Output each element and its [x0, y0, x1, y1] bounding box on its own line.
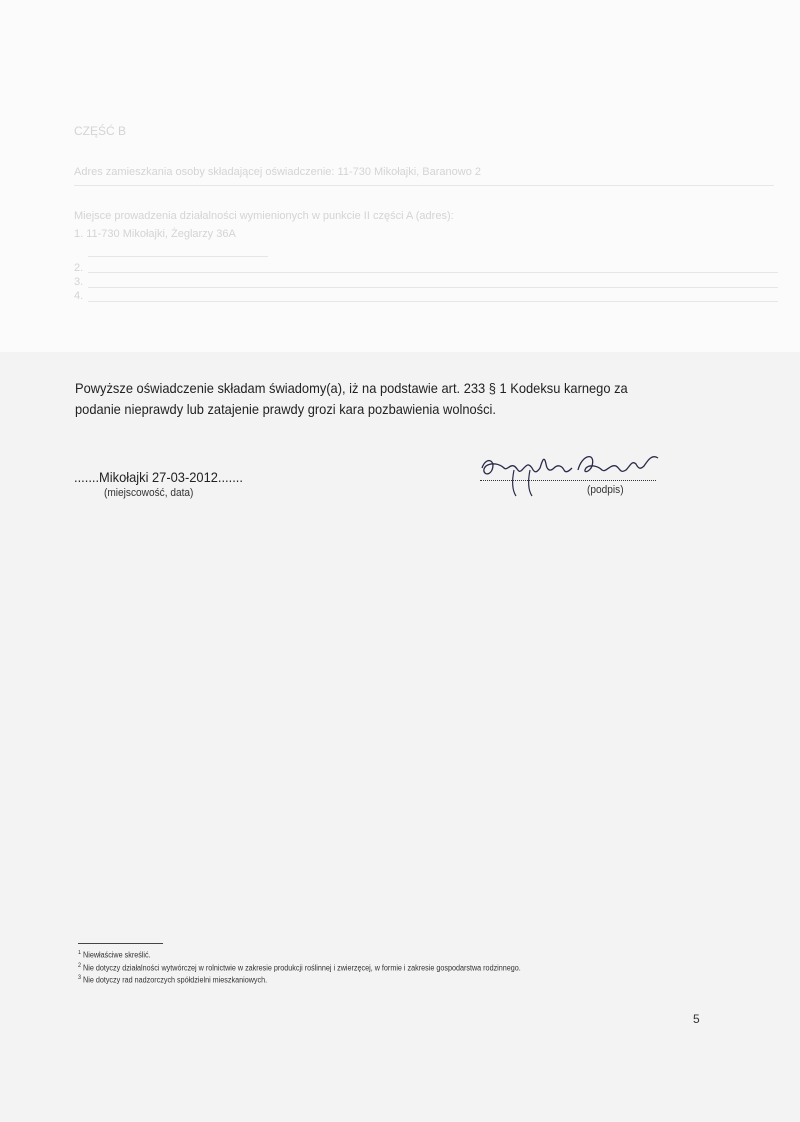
place-date-caption: (miejscowość, data) — [104, 487, 194, 499]
faded-rule — [74, 185, 774, 186]
page-number: 5 — [693, 1012, 700, 1026]
footnotes — [78, 948, 521, 986]
faded-section-title: CZĘŚĆ B — [74, 124, 127, 138]
faded-rule — [88, 272, 778, 273]
faded-activity-item-3: 3. — [74, 276, 84, 288]
faded-rule — [88, 256, 268, 257]
faded-rule — [88, 287, 778, 288]
footnote-1: $^1$ Niewłaściwe skreślić. — [78, 950, 151, 960]
faded-activity-item-4: 4. — [74, 290, 84, 302]
footnote-2: $^2$ Nie dotyczy działalności wytwórczej w rolnictwie w zakresie produkcji roślinnej i zwierzęcej, w formie i zakresie gospodarstwa rodzinnego. — [78, 962, 521, 973]
document-page — [0, 352, 800, 1122]
faded-rule — [88, 301, 778, 302]
footnote-3: $^3$ Nie dotyczy rad nadzorczych spółdzielni mieszkaniowych. — [78, 975, 268, 985]
faded-activity-item-2: 2. — [74, 262, 84, 274]
place-date-value: .......Mikołajki 27-03-2012....... — [74, 469, 243, 485]
handwritten-signature — [474, 440, 664, 500]
statement-text: Powyższe oświadczenie składam świadomy(a), iż na podstawie art. 233 § 1 Kodeksu karnego za podanie nieprawdy lub zatajenie prawdy grozi kara pozbawienia wolności. — [75, 380, 628, 417]
faded-back-page — [0, 0, 800, 353]
faded-address-line: Adres zamieszkania osoby składającej oświadczenie: 11-730 Mikołajki, Baranowo 2 — [74, 166, 482, 178]
faded-activity-label: Miejsce prowadzenia działalności wymienionych w punkcie II części A (adres): — [74, 210, 454, 222]
footnote-separator — [78, 943, 163, 944]
signature-caption: (podpis) — [587, 484, 624, 496]
faded-activity-item-1: 1. 11-730 Mikołajki, Żeglarzy 36A — [74, 228, 236, 240]
